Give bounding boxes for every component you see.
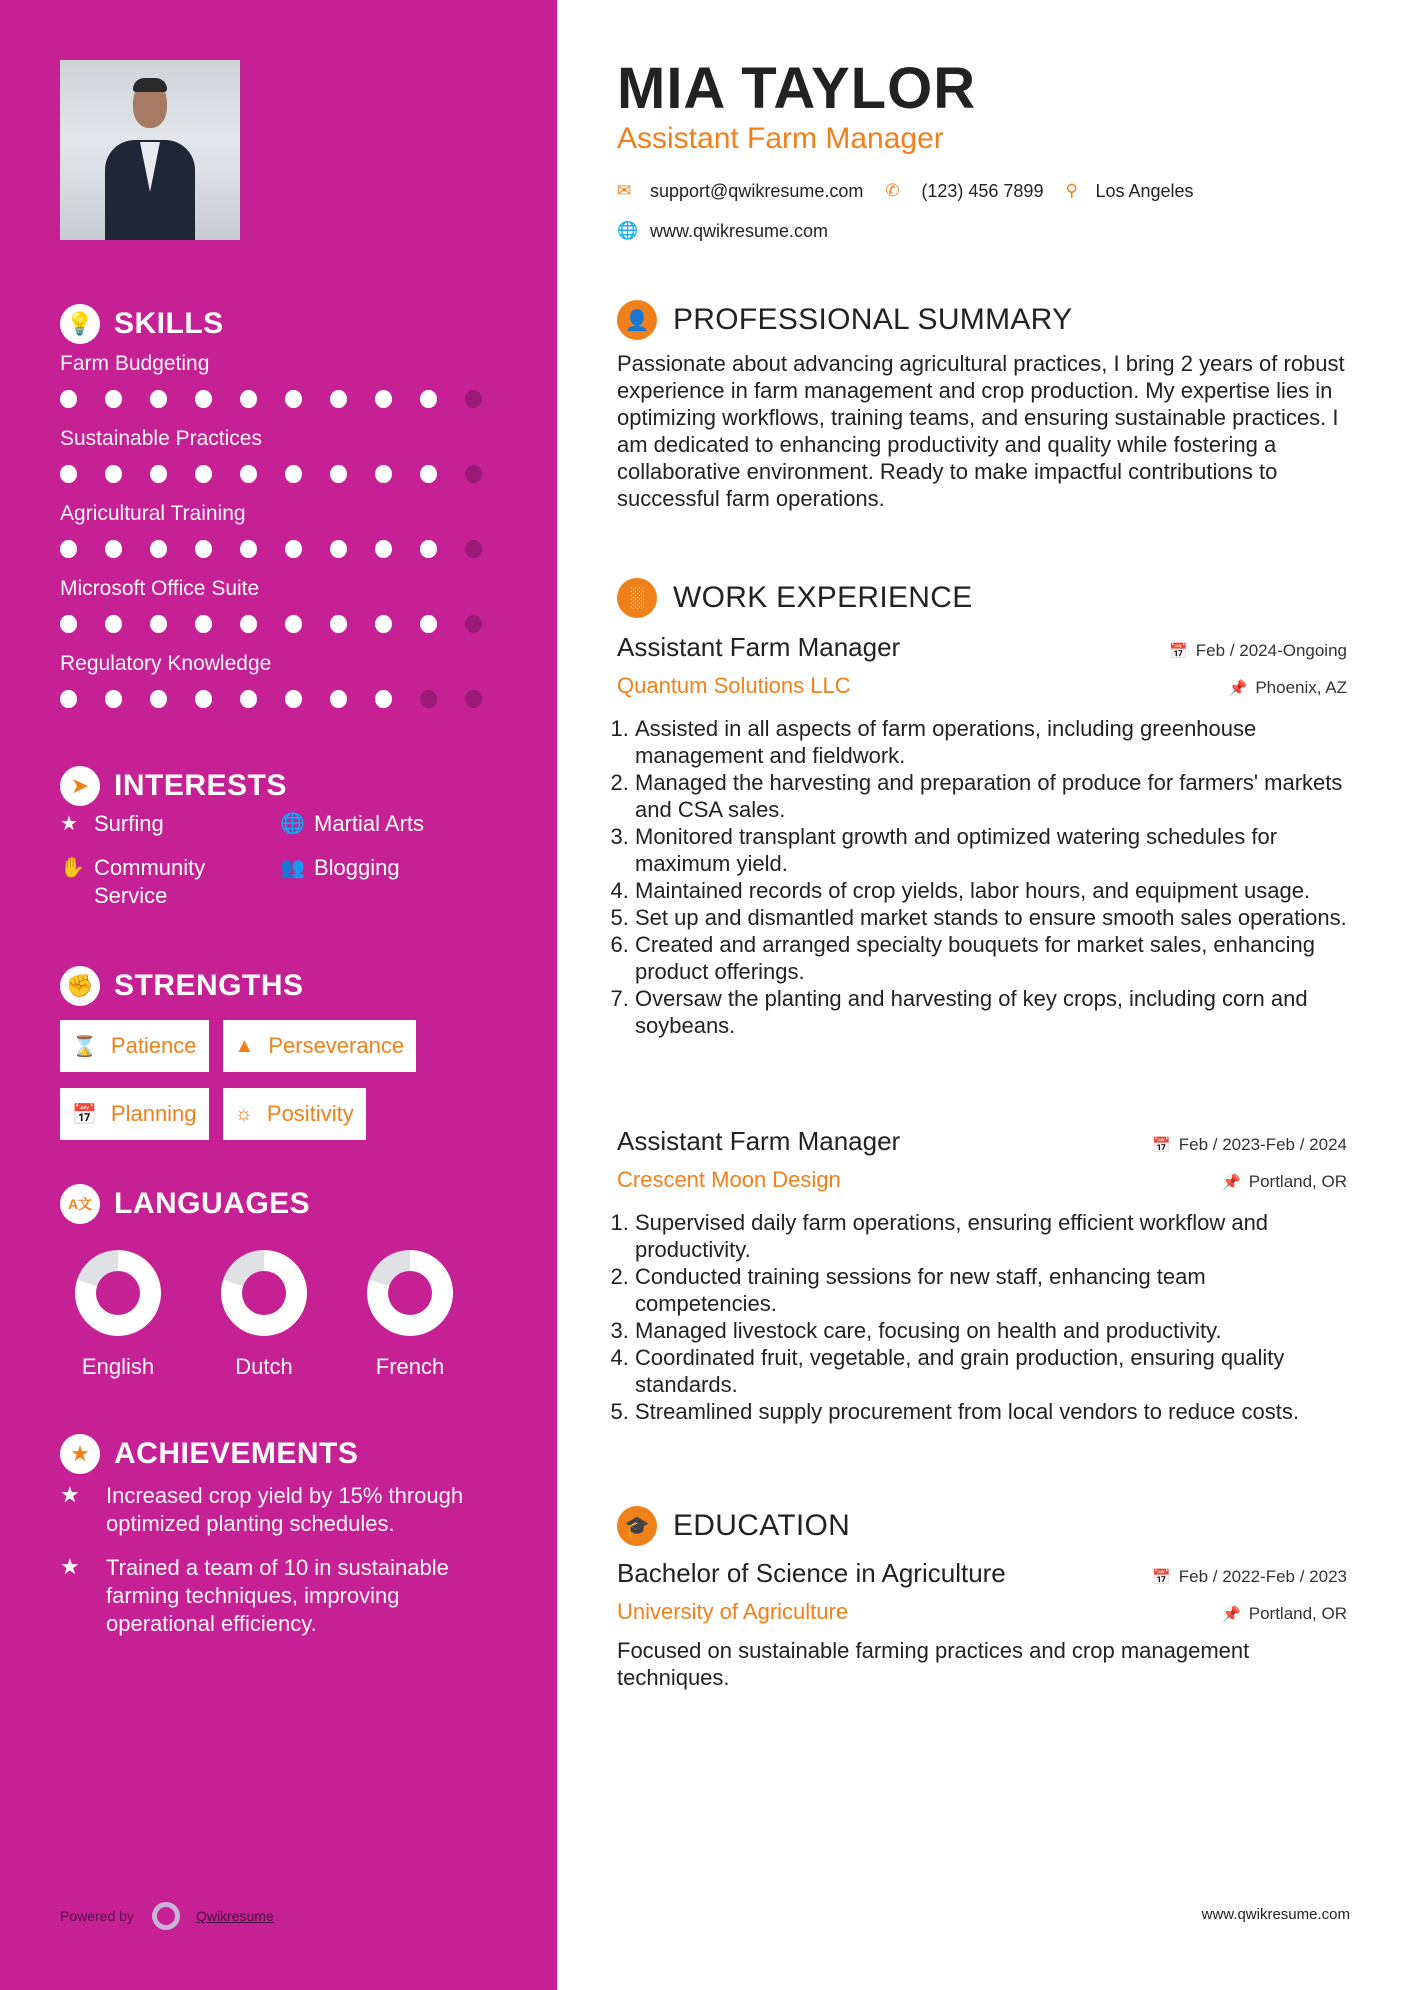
rating-dot (195, 465, 212, 483)
rating-dot (375, 465, 392, 483)
hand-icon: ✋ (60, 857, 85, 879)
paper-plane-icon: ➤ (60, 766, 100, 806)
sun-icon: ☼ (234, 1102, 253, 1125)
language-proficiency-donut (75, 1250, 161, 1336)
rating-dot (375, 540, 392, 558)
interests-list (60, 810, 510, 910)
rating-dot (375, 690, 392, 708)
lightbulb-icon: 💡 (60, 304, 100, 344)
skill-item (60, 352, 510, 408)
achievement-item: ★ Increased crop yield by 15% through optimized planting schedules. (60, 1482, 464, 1536)
pushpin-icon: 📌 (1228, 680, 1248, 697)
candidate-name: MIA TAYLOR (617, 56, 977, 121)
skill-item (60, 502, 510, 558)
achievements-heading: ★ ACHIEVEMENTS (60, 1434, 358, 1474)
language-item (352, 1250, 468, 1380)
candidate-title: Assistant Farm Manager (617, 122, 944, 155)
shooting-star-icon: ★ (60, 1554, 80, 1579)
rating-dot (195, 615, 212, 633)
rating-dot (330, 690, 347, 708)
rating-dot (105, 465, 122, 483)
rating-dot (285, 615, 302, 633)
language-name: English (81, 1354, 155, 1379)
language-proficiency-donut (221, 1250, 307, 1336)
summary-heading: 👤 PROFESSIONAL SUMMARY (617, 300, 1072, 340)
language-item (60, 1250, 176, 1380)
interest-item: 🌐 Martial Arts (280, 811, 425, 836)
job-bullets: 1. Assisted in all aspects of farm operations, including greenhouse management and fieldwork. 2. Managed the harvesting and preparation of produce for farmers' markets and CSA sales. 3. Monitored transplant growth and optimized watering schedules for maximum yield. 4. Maintained records of crop yields, labor hours, and equipment usage. 5. Set up and dismantled market stands to ensure smooth sales operations. 6. Created and arranged specialty bouquets for market sales, enhancing product offerings. 7. Oversaw the planting and harvesting of key crops, including corn and soybeans. (617, 715, 1347, 1039)
skill-name: Agricultural Training (60, 502, 246, 525)
qwikresume-logo-icon (152, 1902, 180, 1930)
skill-rating (60, 465, 510, 483)
pushpin-icon: 📌 (1222, 1174, 1241, 1191)
skill-name: Microsoft Office Suite (60, 577, 260, 600)
rating-dot (105, 540, 122, 558)
education-entry: Bachelor of Science in Agriculture 📅 Feb / 2022-Feb / 2023 University of Agriculture 📌 Portland, OR Focused on sustainable farming practices and crop management techniques. (617, 1558, 1347, 1690)
pushpin-icon: 📌 (1222, 1606, 1241, 1623)
rating-dot (330, 390, 347, 408)
hourglass-icon: ⌛ (72, 1035, 97, 1058)
sidebar (0, 0, 557, 1990)
rating-dot (285, 465, 302, 483)
strengths-list (60, 1020, 520, 1140)
contact-website[interactable]: www.qwikresume.com (650, 220, 829, 241)
skill-name: Regulatory Knowledge (60, 652, 272, 675)
job-entry: Assistant Farm Manager 📅 Feb / 2024-Ongoing Quantum Solutions LLC 📌 Phoenix, AZ 1. Assisted in all aspects of farm operations, including greenhouse management and fieldwork. 2. Managed the harvesting and preparation of produce for farmers' markets and CSA sales. 3. Monitored transplant growth and optimized watering schedules for maximum yield. 4. Maintained records of crop yields, labor hours, and equipment usage. 5. Set up and dismantled market stands to ensure smooth sales operations. 6. Created and arranged specialty bouquets for market sales, enhancing product offerings. 7. Oversaw the planting and harvesting of key crops, including corn and soybeans. (617, 632, 1347, 1039)
globe-icon: 🌐 (617, 221, 639, 240)
rating-dot (330, 465, 347, 483)
footer-url[interactable]: www.qwikresume.com (1201, 1906, 1350, 1923)
rating-dot (150, 390, 167, 408)
skill-rating (60, 540, 510, 558)
rating-dot (150, 540, 167, 558)
rating-dot (465, 690, 482, 708)
language-name: Dutch (235, 1354, 293, 1379)
skill-rating (60, 690, 510, 708)
user-icon: 👤 (617, 300, 657, 340)
calendar-icon: 📅 (72, 1103, 97, 1126)
rating-dot (285, 690, 302, 708)
qwikresume-link[interactable]: Qwikresume (195, 1908, 274, 1924)
education-heading: 🎓 EDUCATION (617, 1506, 850, 1546)
skills-heading: 💡 SKILLS (60, 304, 224, 344)
achievements-list (60, 1482, 510, 1654)
translate-icon: A文 (60, 1184, 100, 1224)
rating-dot (60, 540, 77, 558)
interest-item: 👥 Blogging (280, 855, 400, 880)
map-pin-icon: ⚲ (1065, 181, 1078, 200)
strength-chip: ▲ Perseverance (223, 1020, 417, 1072)
rating-dot (330, 540, 347, 558)
star-icon: ★ (60, 813, 78, 835)
skill-item (60, 427, 510, 483)
rating-dot (465, 390, 482, 408)
rating-dot (60, 465, 77, 483)
skill-item (60, 577, 510, 633)
rating-dot (285, 540, 302, 558)
envelope-icon: ✉ (617, 181, 632, 200)
skill-rating (60, 615, 510, 633)
language-item (206, 1250, 322, 1380)
rating-dot (105, 690, 122, 708)
rating-dot (240, 390, 257, 408)
rating-dot (195, 540, 212, 558)
strength-chip: ☼ Positivity (223, 1088, 366, 1140)
strength-chip: 📅 Planning (60, 1088, 209, 1140)
languages-heading: A文 LANGUAGES (60, 1184, 310, 1224)
rating-dot (60, 615, 77, 633)
shooting-star-icon: ★ (60, 1434, 100, 1474)
chair-icon: ░ (617, 578, 657, 618)
rating-dot (240, 615, 257, 633)
skill-name: Farm Budgeting (60, 352, 210, 375)
rating-dot (420, 615, 437, 633)
rating-dot (420, 465, 437, 483)
contact-location: Los Angeles (1095, 180, 1194, 201)
skill-rating (60, 390, 510, 408)
rating-dot (60, 390, 77, 408)
rating-dot (240, 690, 257, 708)
road-icon: ▲ (234, 1034, 255, 1057)
rating-dot (420, 690, 437, 708)
job-entry: Assistant Farm Manager 📅 Feb / 2023-Feb / 2024 Crescent Moon Design 📌 Portland, OR 1. Supervised daily farm operations, ensuring efficient workflow and productivity. 2. Conducted training sessions for new staff, enhancing team competencies. 3. Managed livestock care, focusing on health and productivity. 4. Coordinated fruit, vegetable, and grain production, ensuring quality standards. 5. Streamlined supply procurement from local vendors to reduce costs. (617, 1126, 1347, 1425)
main-content (557, 0, 1407, 1990)
calendar-icon: 📅 (1152, 1569, 1171, 1586)
rating-dot (240, 465, 257, 483)
interests-heading: ➤ INTERESTS (60, 766, 287, 806)
rating-dot (150, 465, 167, 483)
contact-info (617, 178, 1377, 258)
rating-dot (465, 540, 482, 558)
languages-list (60, 1250, 468, 1380)
shooting-star-icon: ★ (60, 1482, 80, 1507)
contact-email[interactable]: support@qwikresume.com (650, 180, 864, 201)
experience-heading: ░ WORK EXPERIENCE (617, 578, 973, 618)
rating-dot (465, 465, 482, 483)
language-name: French (375, 1354, 445, 1379)
achievement-item: ★ Trained a team of 10 in sustainable farming techniques, improving operational efficiency. (60, 1554, 449, 1636)
rating-dot (330, 615, 347, 633)
rating-dot (240, 540, 257, 558)
interest-item: ✋ Community Service (60, 855, 206, 908)
rating-dot (150, 690, 167, 708)
job-bullets: 1. Supervised daily farm operations, ensuring efficient workflow and productivity. 2. Conducted training sessions for new staff, enhancing team competencies. 3. Managed livestock care, focusing on health and productivity. 4. Coordinated fruit, vegetable, and grain production, ensuring quality standards. 5. Streamlined supply procurement from local vendors to reduce costs. (617, 1209, 1347, 1425)
rating-dot (60, 690, 77, 708)
skill-name: Sustainable Practices (60, 427, 262, 450)
rating-dot (420, 540, 437, 558)
users-icon: 👥 (280, 857, 305, 879)
calendar-icon: 📅 (1152, 1137, 1171, 1154)
rating-dot (465, 615, 482, 633)
rating-dot (285, 390, 302, 408)
rating-dot (420, 390, 437, 408)
strengths-heading: ✊ STRENGTHS (60, 966, 304, 1006)
skill-item (60, 652, 510, 708)
phone-icon: ✆ (885, 181, 900, 200)
profile-photo (60, 60, 240, 240)
graduate-icon: 🎓 (617, 1506, 657, 1546)
rating-dot (375, 615, 392, 633)
strength-chip: ⌛ Patience (60, 1020, 209, 1072)
rating-dot (195, 690, 212, 708)
interest-item: ★ Surfing (60, 811, 164, 836)
powered-by: Powered by Qwikresume (60, 1902, 274, 1930)
language-proficiency-donut (367, 1250, 453, 1336)
summary-text: Passionate about advancing agricultural practices, I bring 2 years of robust experience in farm management and crop production. My expertise lies in optimizing workflows, training teams, and ensuring sustainable practices. I am dedicated to enhancing productivity and quality while fostering a collaborative environment. Ready to make impactful contributions to successful farm operations. (617, 351, 1345, 511)
rating-dot (195, 390, 212, 408)
calendar-icon: 📅 (1169, 643, 1188, 660)
rating-dot (150, 615, 167, 633)
contact-phone: (123) 456 7899 (921, 180, 1044, 201)
rating-dot (105, 390, 122, 408)
fist-icon: ✊ (60, 966, 100, 1006)
globe-icon: 🌐 (280, 813, 305, 835)
rating-dot (105, 615, 122, 633)
rating-dot (375, 390, 392, 408)
